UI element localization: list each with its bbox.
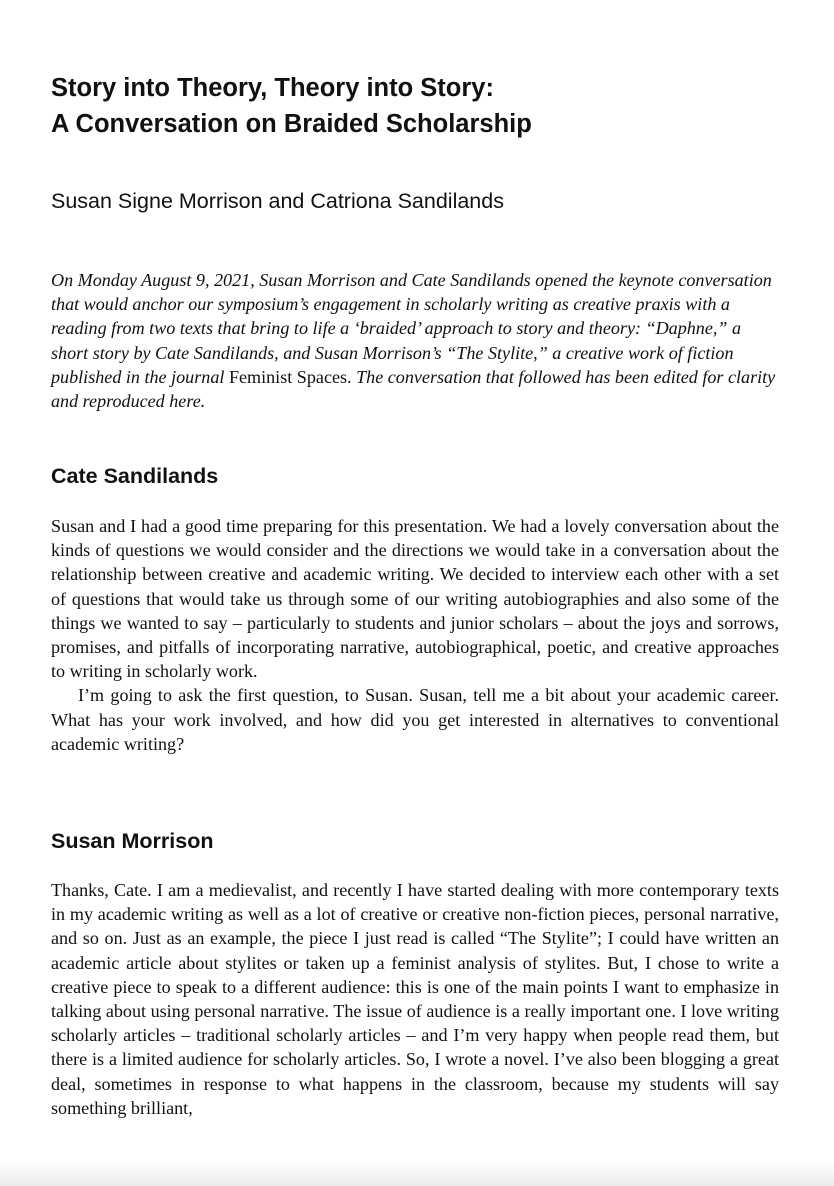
- page-bottom-shadow: [0, 1160, 834, 1186]
- abstract-text-end: The conversation that followed has been edited for clarity and reproduced here.: [51, 366, 776, 412]
- section-heading-susan-morrison: Susan Morrison: [51, 829, 214, 853]
- paragraph: Thanks, Cate. I am a medievalist, and recently I have started dealing with more contemporary texts in my academic writing as well as a lot of creative or creative non-fiction pieces, personal narrative, and so on. Just as an example, the piece I just read is called “The Stylite”; I could have written an academic article about stylites or taken up a feminist analysis of stylites. But, I chose to write a creative piece to speak to a different audience: this is one of the main points I want to emphasize in talking about using personal narrative. The issue of audience is a really important one. I love writing scholarly articles – traditional scholarly articles – and I’m very happy when people read them, but there is a limited audience for scholarly articles. So, I wrote a novel. I’ve also been blogging a great deal, sometimes in response to what happens in the classroom, because my students will say something brilliant,: [51, 880, 779, 1118]
- section-heading-cate-sandilands: Cate Sandilands: [51, 464, 219, 488]
- author-line: Susan Signe Morrison and Catriona Sandilands: [51, 189, 504, 213]
- abstract: [51, 268, 781, 413]
- paper-title-line-1: Story into Theory, Theory into Story:: [51, 74, 494, 102]
- section-body-susan-morrison: [51, 878, 779, 1120]
- paragraph: Susan and I had a good time preparing for this presentation. We had a lovely conversation about the kinds of questions we would consider and the directions we would take in a conversation about the relationship between creative and academic writing. We decided to interview each other with a set of questions that would take us through some of our writing autobiographies and also some of the things we wanted to say – particularly to students and junior scholars – about the joys and sorrows, promises, and pitfalls of incorporating narrative, autobiographical, poetic, and creative approaches to writing in scholarly work.: [51, 516, 779, 682]
- section-body-cate-sandilands: [51, 514, 779, 756]
- journal-name: Feminist Spaces.: [228, 366, 352, 387]
- paragraph: I’m going to ask the first question, to Susan. Susan, tell me a bit about your academic career. What has your work involved, and how did you get interested in alternatives to conventional academic writing?: [51, 685, 779, 754]
- paper-title: [51, 70, 791, 142]
- paper-title-line-2: A Conversation on Braided Scholarship: [51, 110, 532, 138]
- abstract-text: On Monday August 9, 2021, Susan Morrison and Cate Sandilands opened the keynote conversation that would anchor our symposium’s engagement in scholarly writing as creative praxis with a reading from two texts that bring to life a ‘braided’ approach to story and theory: “Daphne,” a short story by Cate Sandilands, and Susan Morrison’s “The Stylite,” a creative work of fiction published in the journal: [51, 270, 772, 387]
